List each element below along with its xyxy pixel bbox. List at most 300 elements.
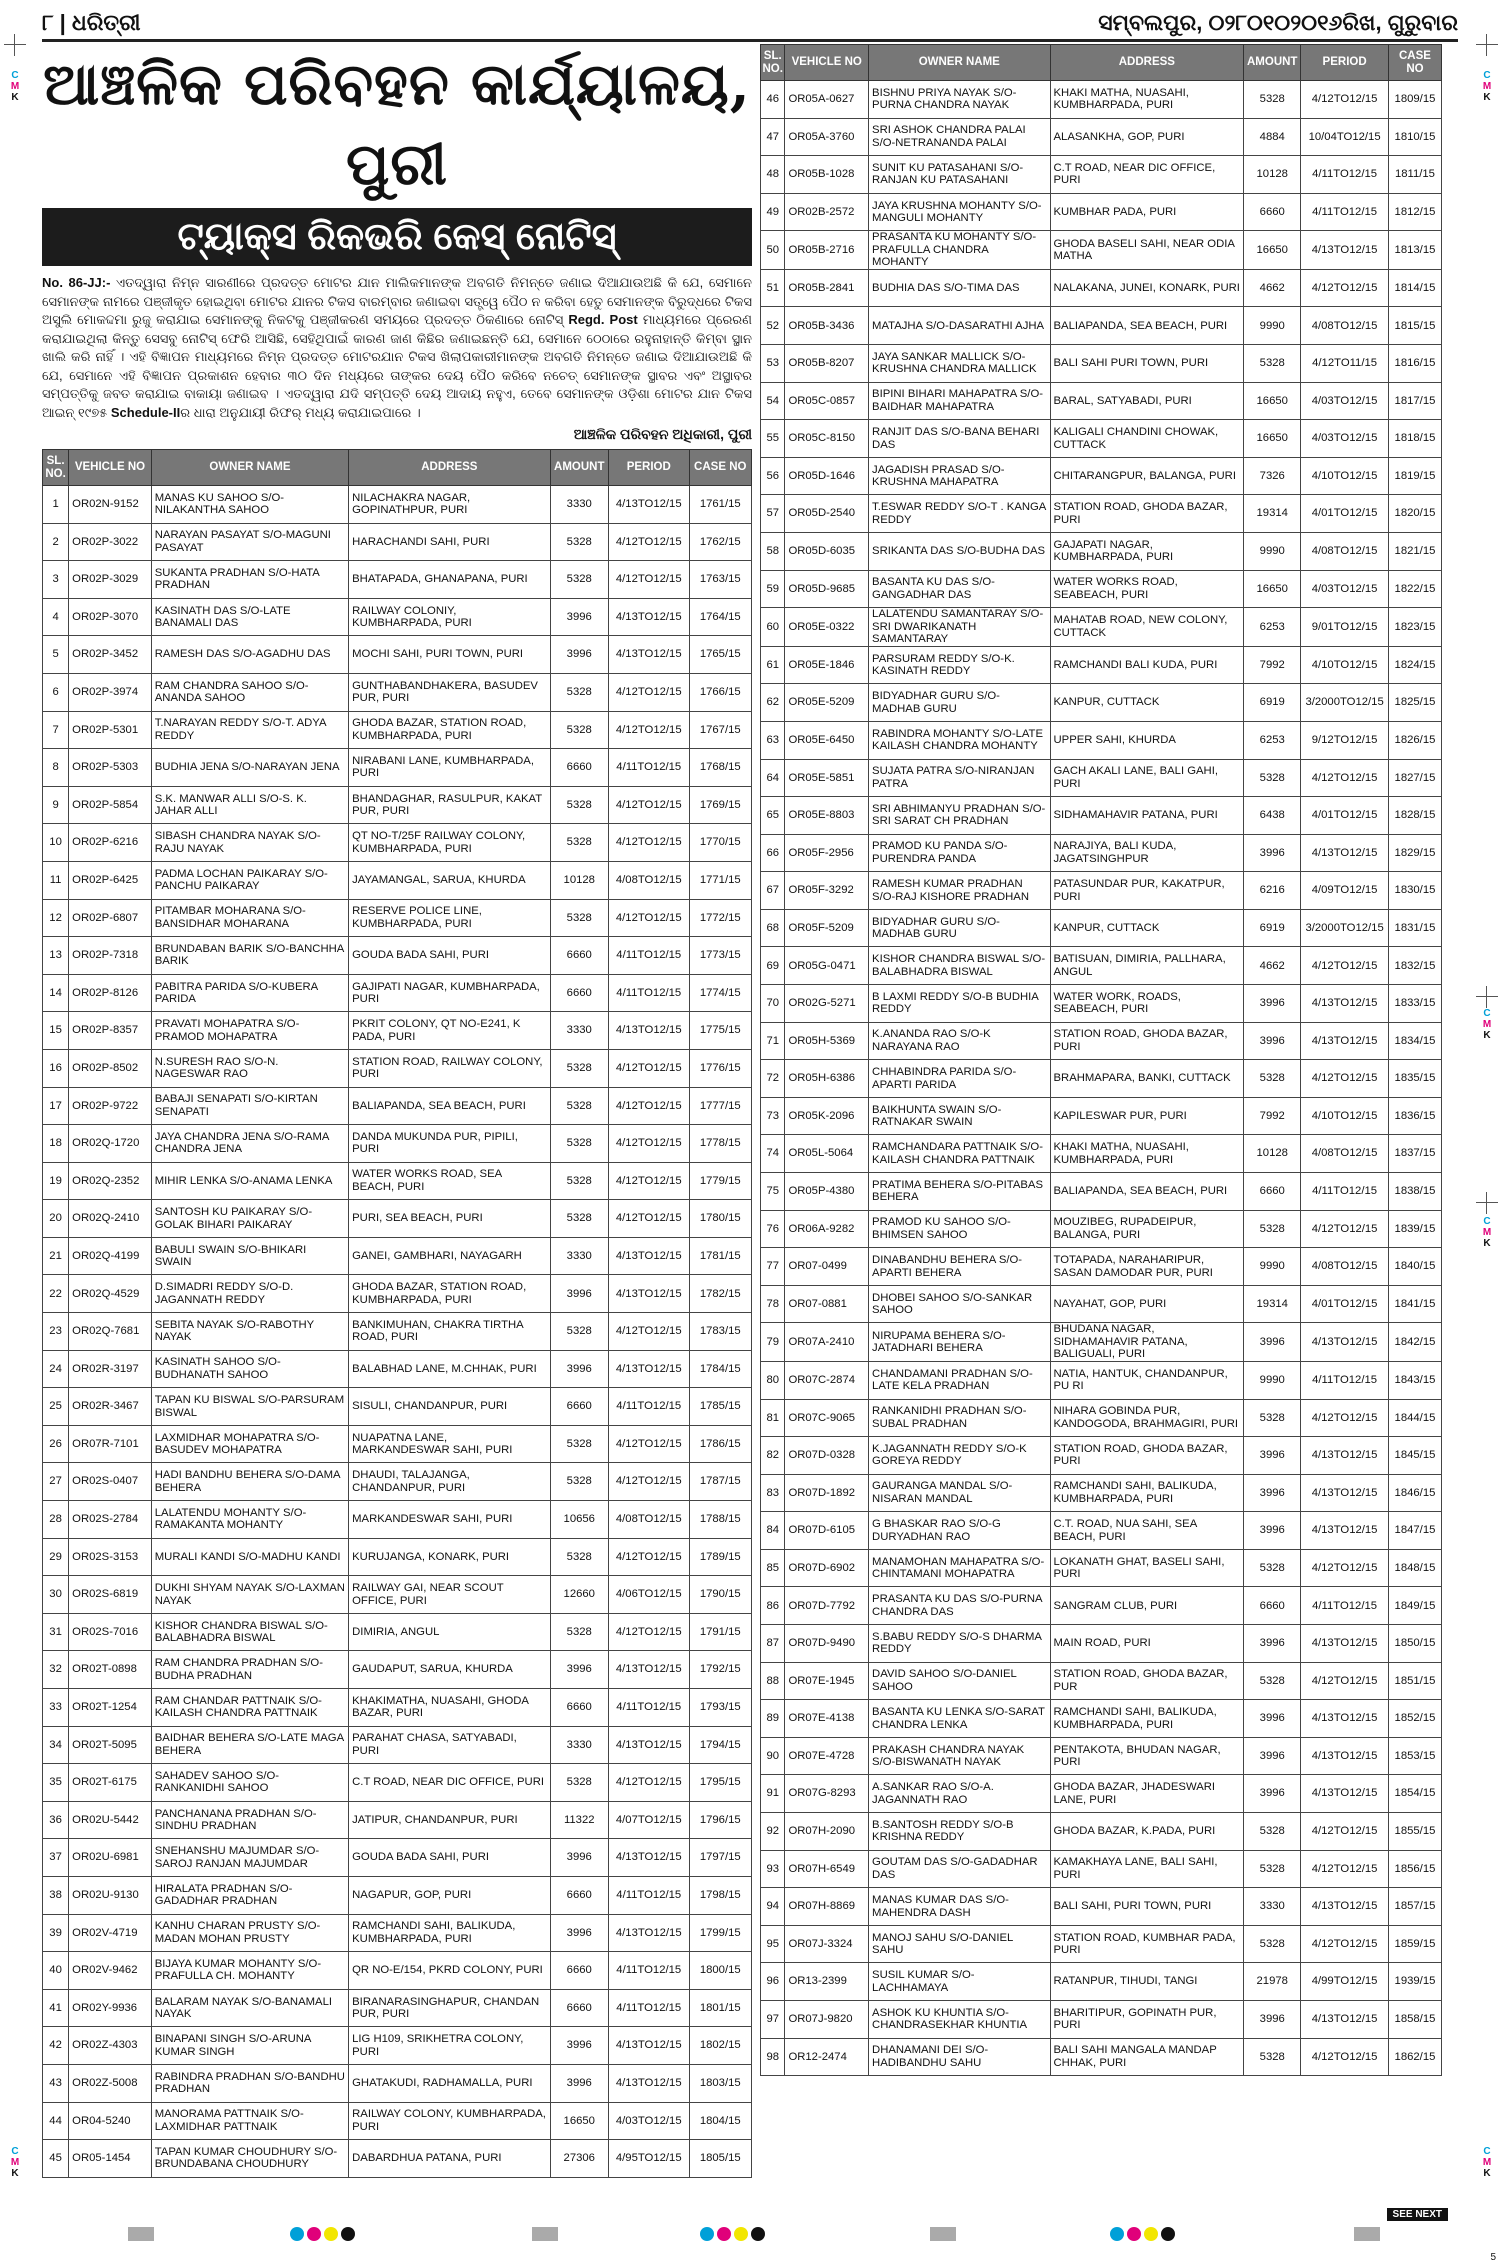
sl-cell: 98: [761, 2038, 785, 2076]
case-cell: 1798/15: [689, 1876, 751, 1914]
address-cell: RAILWAY GAI, NEAR SCOUT OFFICE, PURI: [349, 1576, 550, 1614]
sl-cell: 69: [761, 947, 785, 985]
vehicle-cell: OR05L-5064: [785, 1135, 869, 1173]
amount-cell: 3996: [1244, 985, 1301, 1023]
address-cell: GACH AKALI LANE, BALI GAHI, PURI: [1050, 759, 1244, 797]
vehicle-cell: OR07E-4728: [785, 1737, 869, 1775]
address-cell: C.T. ROAD, NUA SAHI, SEA BEACH, PURI: [1050, 1512, 1244, 1550]
sl-cell: 57: [761, 495, 785, 533]
vehicle-cell: OR05F-3292: [785, 872, 869, 910]
vehicle-cell: OR05F-5209: [785, 909, 869, 947]
table-row: [43, 1839, 752, 1877]
col-address: ADDRESS: [1050, 45, 1244, 81]
case-cell: 1826/15: [1388, 721, 1441, 759]
case-cell: 1825/15: [1388, 684, 1441, 722]
sl-cell: 82: [761, 1437, 785, 1475]
amount-cell: 5328: [550, 1764, 608, 1802]
case-cell: 1783/15: [689, 1313, 751, 1351]
case-cell: 1822/15: [1388, 570, 1441, 608]
period-cell: 4/13TO12/15: [1301, 1474, 1389, 1512]
case-cell: 1821/15: [1388, 533, 1441, 571]
case-cell: 1814/15: [1388, 269, 1441, 307]
owner-cell: KANHU CHARAN PRUSTY S/O-MADAN MOHAN PRUSTY: [151, 1914, 348, 1952]
page-title: ଆଞ୍ଚଳିକ ପରିବହନ କାର୍ଯ୍ୟାଳୟ, ପୁରୀ: [43, 50, 751, 198]
vehicle-cell: OR02P-9722: [69, 1087, 152, 1125]
address-cell: RAILWAY COLONIY, KUMBHARPADA, PURI: [349, 598, 550, 636]
col-vehicle: VEHICLE NO: [785, 45, 869, 81]
vehicle-cell: OR05E-1846: [785, 646, 869, 684]
table-row: [761, 759, 1442, 797]
owner-cell: TAPAN KU BISWAL S/O-PARSURAM BISWAL: [151, 1388, 348, 1426]
notice-text: [42, 274, 752, 422]
period-cell: 4/13TO12/15: [1301, 1700, 1389, 1738]
period-cell: 4/12TO12/15: [1301, 1549, 1389, 1587]
sl-cell: 56: [761, 457, 785, 495]
table-header-row: [761, 45, 1442, 81]
owner-cell: T.ESWAR REDDY S/O-T . KANGA REDDY: [869, 495, 1050, 533]
address-cell: KAPILESWAR PUR, PURI: [1050, 1097, 1244, 1135]
period-cell: 4/12TO12/15: [608, 824, 689, 862]
case-cell: 1792/15: [689, 1651, 751, 1689]
address-cell: GUNTHABANDHAKERA, BASUDEV PUR, PURI: [349, 673, 550, 711]
case-cell: 1856/15: [1388, 1850, 1441, 1888]
sl-cell: 33: [43, 1689, 69, 1727]
address-cell: BIRANARASINGHAPUR, CHANDAN PUR, PURI: [349, 1989, 550, 2027]
table-row: [761, 985, 1442, 1023]
case-cell: 1847/15: [1388, 1512, 1441, 1550]
col-case: CASE NO: [689, 450, 751, 486]
case-cell: 1857/15: [1388, 1888, 1441, 1926]
case-cell: 1862/15: [1388, 2038, 1441, 2076]
amount-cell: 5328: [550, 1313, 608, 1351]
period-cell: 4/99TO12/15: [1301, 1963, 1389, 2001]
sl-cell: 5: [43, 636, 69, 674]
owner-cell: CHHABINDRA PARIDA S/O-APARTI PARIDA: [869, 1060, 1050, 1098]
vehicle-cell: OR02Q-4199: [69, 1237, 152, 1275]
case-cell: 1765/15: [689, 636, 751, 674]
sl-cell: 49: [761, 193, 785, 231]
amount-cell: 5328: [1244, 2038, 1301, 2076]
case-cell: 1799/15: [689, 1914, 751, 1952]
period-cell: 4/11TO12/15: [608, 1876, 689, 1914]
vehicle-cell: OR02Z-4303: [69, 2027, 152, 2065]
amount-cell: 3330: [550, 1237, 608, 1275]
amount-cell: 5328: [550, 1049, 608, 1087]
vehicle-cell: OR07-0881: [785, 1285, 869, 1323]
table-row: [43, 1350, 752, 1388]
period-cell: 4/12TO12/15: [1301, 81, 1389, 119]
owner-cell: SUJATA PATRA S/O-NIRANJAN PATRA: [869, 759, 1050, 797]
vehicle-cell: OR05K-2096: [785, 1097, 869, 1135]
sl-cell: 46: [761, 81, 785, 119]
notice-number: No. 86-JJ:-: [42, 275, 111, 290]
address-cell: GHODA BAZAR, STATION ROAD, KUMBHARPADA, PURI: [349, 1275, 550, 1313]
address-cell: SISULI, CHANDANPUR, PURI: [349, 1388, 550, 1426]
period-cell: 4/11TO12/15: [1301, 1587, 1389, 1625]
owner-cell: DAVID SAHOO S/O-DANIEL SAHOO: [869, 1662, 1050, 1700]
owner-cell: BASANTA KU DAS S/O-GANGADHAR DAS: [869, 570, 1050, 608]
period-cell: 4/12TO12/15: [608, 561, 689, 599]
vehicle-cell: OR05B-8207: [785, 345, 869, 383]
amount-cell: 3996: [1244, 1512, 1301, 1550]
owner-cell: RAMCHANDARA PATTNAIK S/O-KAILASH CHANDRA PATTNAIK: [869, 1135, 1050, 1173]
amount-cell: 6253: [1244, 608, 1301, 647]
vehicle-cell: OR02U-5442: [69, 1801, 152, 1839]
table-row: [761, 1060, 1442, 1098]
case-cell: 1776/15: [689, 1049, 751, 1087]
sl-cell: 31: [43, 1613, 69, 1651]
table-row: [761, 1700, 1442, 1738]
owner-cell: A.SANKAR RAO S/O-A. JAGANNATH RAO: [869, 1775, 1050, 1813]
sl-cell: 88: [761, 1662, 785, 1700]
amount-cell: 11322: [550, 1801, 608, 1839]
table-row: [761, 118, 1442, 156]
notice-schedule: Schedule-II: [110, 404, 181, 420]
vehicle-cell: OR05E-6450: [785, 721, 869, 759]
case-cell: 1801/15: [689, 1989, 751, 2027]
vehicle-cell: OR02P-8357: [69, 1012, 152, 1050]
address-cell: RESERVE POLICE LINE, KUMBHARPADA, PURI: [349, 899, 550, 937]
sl-cell: 83: [761, 1474, 785, 1512]
vehicle-cell: OR07H-6549: [785, 1850, 869, 1888]
col-case: CASE NO: [1388, 45, 1441, 81]
address-cell: MARKANDESWAR SAHI, PURI: [349, 1501, 550, 1539]
color-marks-bl: [8, 2146, 22, 2179]
address-cell: NAGAPUR, GOP, PURI: [349, 1876, 550, 1914]
period-cell: 4/08TO12/15: [1301, 1248, 1389, 1286]
vehicle-cell: OR07C-2874: [785, 1361, 869, 1399]
period-cell: 4/12TO12/15: [608, 1162, 689, 1200]
owner-cell: BUDHIA DAS S/O-TIMA DAS: [869, 269, 1050, 307]
vehicle-cell: OR04-5240: [69, 2102, 152, 2140]
table-row: [761, 345, 1442, 383]
address-cell: ALASANKHA, GOP, PURI: [1050, 118, 1244, 156]
address-cell: NUAPATNA LANE, MARKANDESWAR SAHI, PURI: [349, 1425, 550, 1463]
sl-cell: 27: [43, 1463, 69, 1501]
address-cell: PKRIT COLONY, QT NO-E241, K PADA, PURI: [349, 1012, 550, 1050]
case-cell: 1762/15: [689, 523, 751, 561]
vehicle-cell: OR02P-6216: [69, 824, 152, 862]
case-cell: 1795/15: [689, 1764, 751, 1802]
address-cell: GHODA BAZAR, STATION ROAD, KUMBHARPADA, PURI: [349, 711, 550, 749]
amount-cell: 3996: [1244, 1323, 1301, 1362]
address-cell: GOUDA BADA SAHI, PURI: [349, 937, 550, 975]
case-cell: 1829/15: [1388, 834, 1441, 872]
period-cell: 4/11TO12/15: [1301, 1173, 1389, 1211]
period-cell: 4/03TO12/15: [1301, 382, 1389, 420]
color-marks-tl: [8, 70, 22, 103]
amount-cell: 5328: [550, 523, 608, 561]
period-cell: 4/13TO12/15: [608, 1726, 689, 1764]
period-cell: 4/12TO12/15: [1301, 1925, 1389, 1963]
period-cell: 4/13TO12/15: [1301, 1888, 1389, 1926]
owner-cell: PABITRA PARIDA S/O-KUBERA PARIDA: [151, 974, 348, 1012]
owner-cell: JAYA KRUSHNA MOHANTY S/O-MANGULI MOHANTY: [869, 193, 1050, 231]
case-cell: 1784/15: [689, 1350, 751, 1388]
table-row: [761, 570, 1442, 608]
sl-cell: 81: [761, 1399, 785, 1437]
sl-cell: 36: [43, 1801, 69, 1839]
table-row: [761, 495, 1442, 533]
vehicle-cell: OR05B-1028: [785, 156, 869, 194]
period-cell: 10/04TO12/15: [1301, 118, 1389, 156]
table-row: [43, 1726, 752, 1764]
case-cell: 1779/15: [689, 1162, 751, 1200]
vehicle-cell: OR05D-2540: [785, 495, 869, 533]
table-row: [43, 824, 752, 862]
vehicle-cell: OR02P-8502: [69, 1049, 152, 1087]
amount-cell: 3330: [1244, 1888, 1301, 1926]
amount-cell: 5328: [550, 1538, 608, 1576]
sl-cell: 50: [761, 231, 785, 270]
address-cell: KHAKI MATHA, NUASAHI, KUMBHARPADA, PURI: [1050, 81, 1244, 119]
table-row: [43, 673, 752, 711]
case-cell: 1775/15: [689, 1012, 751, 1050]
period-cell: 4/01TO12/15: [1301, 495, 1389, 533]
table-row: [43, 2027, 752, 2065]
address-cell: RAMCHANDI BALI KUDA, PURI: [1050, 646, 1244, 684]
address-cell: KANPUR, CUTTACK: [1050, 684, 1244, 722]
table-row: [761, 1737, 1442, 1775]
period-cell: 4/12TO12/15: [1301, 1210, 1389, 1248]
address-cell: BALI SAHI, PURI TOWN, PURI: [1050, 1888, 1244, 1926]
vehicle-cell: OR05F-2956: [785, 834, 869, 872]
owner-cell: SNEHANSHU MAJUMDAR S/O-SAROJ RANJAN MAJUMDAR: [151, 1839, 348, 1877]
vehicle-cell: OR05P-4380: [785, 1173, 869, 1211]
color-dots: [700, 2227, 765, 2241]
gray-swatch: [532, 2227, 558, 2241]
table-row: [761, 2038, 1442, 2076]
table-row: [761, 646, 1442, 684]
sl-cell: 90: [761, 1737, 785, 1775]
period-cell: 4/12TO12/15: [1301, 947, 1389, 985]
table-header-row: [43, 450, 752, 486]
amount-cell: 5328: [1244, 81, 1301, 119]
owner-cell: BAIDHAR BEHERA S/O-LATE MAGA BEHERA: [151, 1726, 348, 1764]
amount-cell: 4884: [1244, 118, 1301, 156]
address-cell: BHANDAGHAR, RASULPUR, KAKAT PUR, PURI: [349, 786, 550, 824]
case-cell: 1830/15: [1388, 872, 1441, 910]
amount-cell: 6253: [1244, 721, 1301, 759]
owner-cell: SUKANTA PRADHAN S/O-HATA PRADHAN: [151, 561, 348, 599]
case-cell: 1835/15: [1388, 1060, 1441, 1098]
address-cell: MAIN ROAD, PURI: [1050, 1625, 1244, 1663]
col-sl: SL. NO.: [43, 450, 69, 486]
table-row: [761, 2001, 1442, 2039]
registration-cross-r1: [1476, 986, 1498, 1008]
address-cell: BALIAPANDA, SEA BEACH, PURI: [349, 1087, 550, 1125]
amount-cell: 6660: [1244, 1173, 1301, 1211]
table-row: [43, 561, 752, 599]
amount-cell: 3996: [1244, 1022, 1301, 1060]
owner-cell: G BHASKAR RAO S/O-G DURYADHAN RAO: [869, 1512, 1050, 1550]
owner-cell: PRAVATI MOHAPATRA S/O-PRAMOD MOHAPATRA: [151, 1012, 348, 1050]
case-cell: 1817/15: [1388, 382, 1441, 420]
sl-cell: 21: [43, 1237, 69, 1275]
sl-cell: 41: [43, 1989, 69, 2027]
case-cell: 1828/15: [1388, 797, 1441, 835]
case-cell: 1818/15: [1388, 420, 1441, 458]
sl-cell: 7: [43, 711, 69, 749]
amount-cell: 5328: [1244, 1210, 1301, 1248]
sl-cell: 15: [43, 1012, 69, 1050]
address-cell: DABARDHUA PATANA, PURI: [349, 2140, 550, 2178]
print-footer: [0, 2227, 1500, 2247]
notice-body-3: ର ଧାରା ଅନୁଯାୟୀ ରିଫର୍ ମଧ୍ୟ କରାଯାଇପାରେ ।: [180, 404, 421, 420]
owner-cell: RAM CHANDAR PATTNAIK S/O-KAILASH CHANDRA PATTNAIK: [151, 1689, 348, 1727]
amount-cell: 6660: [1244, 1587, 1301, 1625]
sl-cell: 58: [761, 533, 785, 571]
owner-cell: PITAMBAR MOHARANA S/O-BANSIDHAR MOHARANA: [151, 899, 348, 937]
vehicle-cell: OR02R-3197: [69, 1350, 152, 1388]
case-cell: 1764/15: [689, 598, 751, 636]
amount-cell: 7992: [1244, 646, 1301, 684]
table-row: [761, 1173, 1442, 1211]
address-cell: NALAKANA, JUNEI, KONARK, PURI: [1050, 269, 1244, 307]
address-cell: WATER WORK, ROADS, SEABEACH, PURI: [1050, 985, 1244, 1023]
period-cell: 4/01TO12/15: [1301, 797, 1389, 835]
table-row: [761, 1361, 1442, 1399]
vehicle-cell: OR02Q-2352: [69, 1162, 152, 1200]
owner-cell: B LAXMI REDDY S/O-B BUDHIA REDDY: [869, 985, 1050, 1023]
vehicle-cell: OR02P-8126: [69, 974, 152, 1012]
address-cell: KUMBHAR PADA, PURI: [1050, 193, 1244, 231]
period-cell: 4/12TO12/15: [608, 1313, 689, 1351]
amount-cell: 3996: [1244, 1737, 1301, 1775]
period-cell: 4/06TO12/15: [608, 1576, 689, 1614]
amount-cell: 3996: [550, 1914, 608, 1952]
owner-cell: DUKHI SHYAM NAYAK S/O-LAXMAN NAYAK: [151, 1576, 348, 1614]
address-cell: RAILWAY COLONY, KUMBHARPADA, PURI: [349, 2102, 550, 2140]
table-row: [43, 1613, 752, 1651]
table-row: [761, 1285, 1442, 1323]
amount-cell: 6919: [1244, 684, 1301, 722]
black-dot: [1161, 2227, 1175, 2241]
left-column: [42, 44, 752, 2178]
vehicle-cell: OR02P-3974: [69, 673, 152, 711]
period-cell: 4/12TO12/15: [608, 899, 689, 937]
period-cell: 4/12TO12/15: [1301, 269, 1389, 307]
period-cell: 4/12TO12/15: [608, 1764, 689, 1802]
owner-cell: JAYA CHANDRA JENA S/O-RAMA CHANDRA JENA: [151, 1125, 348, 1163]
owner-cell: BUDHIA JENA S/O-NARAYAN JENA: [151, 749, 348, 787]
vehicle-cell: OR02T-6175: [69, 1764, 152, 1802]
vehicle-cell: OR02P-3022: [69, 523, 152, 561]
right-defaulter-table: [760, 44, 1442, 2076]
owner-cell: BAIKHUNTA SWAIN S/O-RATNAKAR SWAIN: [869, 1097, 1050, 1135]
amount-cell: 21978: [1244, 1963, 1301, 2001]
sl-cell: 30: [43, 1576, 69, 1614]
registration-cross-tr: [1476, 34, 1498, 56]
address-cell: KANPUR, CUTTACK: [1050, 909, 1244, 947]
table-row: [43, 1576, 752, 1614]
period-cell: 9/01TO12/15: [1301, 608, 1389, 647]
amount-cell: 3330: [550, 1726, 608, 1764]
amount-cell: 10656: [550, 1501, 608, 1539]
amount-cell: 3996: [1244, 1474, 1301, 1512]
case-cell: 1805/15: [689, 2140, 751, 2178]
table-row: [761, 1512, 1442, 1550]
case-cell: 1816/15: [1388, 345, 1441, 383]
vehicle-cell: OR07H-8869: [785, 1888, 869, 1926]
case-cell: 1766/15: [689, 673, 751, 711]
owner-cell: SANTOSH KU PAIKARAY S/O-GOLAK BIHARI PAIKARAY: [151, 1200, 348, 1238]
color-marks-r1: [1480, 1008, 1494, 1041]
notice-signature: ଆଞ୍ଚଳିକ ପରିବହନ ଅଧିକାରୀ, ପୁରୀ: [573, 426, 752, 442]
table-row: [43, 1162, 752, 1200]
vehicle-cell: OR02T-5095: [69, 1726, 152, 1764]
amount-cell: 10128: [550, 861, 608, 899]
sl-cell: 6: [43, 673, 69, 711]
vehicle-cell: OR02U-9130: [69, 1876, 152, 1914]
amount-cell: 5328: [1244, 1662, 1301, 1700]
yellow-dot: [734, 2227, 748, 2241]
address-cell: NATIA, HANTUK, CHANDANPUR, PU RI: [1050, 1361, 1244, 1399]
sl-cell: 16: [43, 1049, 69, 1087]
table-row: [761, 81, 1442, 119]
owner-cell: MANAS KUMAR DAS S/O-MAHENDRA DASH: [869, 1888, 1050, 1926]
table-row: [761, 1888, 1442, 1926]
cyan-dot: [700, 2227, 714, 2241]
vehicle-cell: OR07-0499: [785, 1248, 869, 1286]
address-cell: PURI, SEA BEACH, PURI: [349, 1200, 550, 1238]
case-cell: 1836/15: [1388, 1097, 1441, 1135]
amount-cell: 3996: [1244, 834, 1301, 872]
period-cell: 4/03TO12/15: [1301, 420, 1389, 458]
table-row: [43, 1914, 752, 1952]
case-cell: 1843/15: [1388, 1361, 1441, 1399]
case-cell: 1797/15: [689, 1839, 751, 1877]
notice-regd: Regd. Post: [568, 312, 638, 327]
table-row: [43, 1689, 752, 1727]
table-row: [43, 711, 752, 749]
vehicle-cell: OR05H-6386: [785, 1060, 869, 1098]
amount-cell: 12660: [550, 1576, 608, 1614]
vehicle-cell: OR02P-5303: [69, 749, 152, 787]
amount-cell: 5328: [1244, 1850, 1301, 1888]
case-cell: 1772/15: [689, 899, 751, 937]
case-cell: 1815/15: [1388, 307, 1441, 345]
cmk-c: C: [1483, 1216, 1491, 1227]
period-cell: 4/13TO12/15: [608, 636, 689, 674]
case-cell: 1854/15: [1388, 1775, 1441, 1813]
owner-cell: RAM CHANDRA PRADHAN S/O-BUDHA PRADHAN: [151, 1651, 348, 1689]
period-cell: 4/10TO12/15: [1301, 457, 1389, 495]
amount-cell: 16650: [550, 2102, 608, 2140]
col-sl: SL. NO.: [761, 45, 785, 81]
sl-cell: 76: [761, 1210, 785, 1248]
sl-cell: 32: [43, 1651, 69, 1689]
sl-cell: 43: [43, 2064, 69, 2102]
yellow-dot: [1144, 2227, 1158, 2241]
sl-cell: 62: [761, 684, 785, 722]
owner-cell: RAMESH KUMAR PRADHAN S/O-RAJ KISHORE PRADHAN: [869, 872, 1050, 910]
vehicle-cell: OR07D-6902: [785, 1549, 869, 1587]
period-cell: 4/08TO12/15: [608, 1501, 689, 1539]
table-row: [761, 1587, 1442, 1625]
table-row: [761, 1775, 1442, 1813]
sl-cell: 61: [761, 646, 785, 684]
table-row: [43, 1425, 752, 1463]
case-cell: 1848/15: [1388, 1549, 1441, 1587]
sl-cell: 28: [43, 1501, 69, 1539]
case-cell: 1781/15: [689, 1237, 751, 1275]
case-cell: 1802/15: [689, 2027, 751, 2065]
address-cell: LIG H109, SRIKHETRA COLONY, PURI: [349, 2027, 550, 2065]
sl-cell: 79: [761, 1323, 785, 1362]
owner-cell: K.ANANDA RAO S/O-K NARAYANA RAO: [869, 1022, 1050, 1060]
address-cell: BALIAPANDA, SEA BEACH, PURI: [1050, 1173, 1244, 1211]
